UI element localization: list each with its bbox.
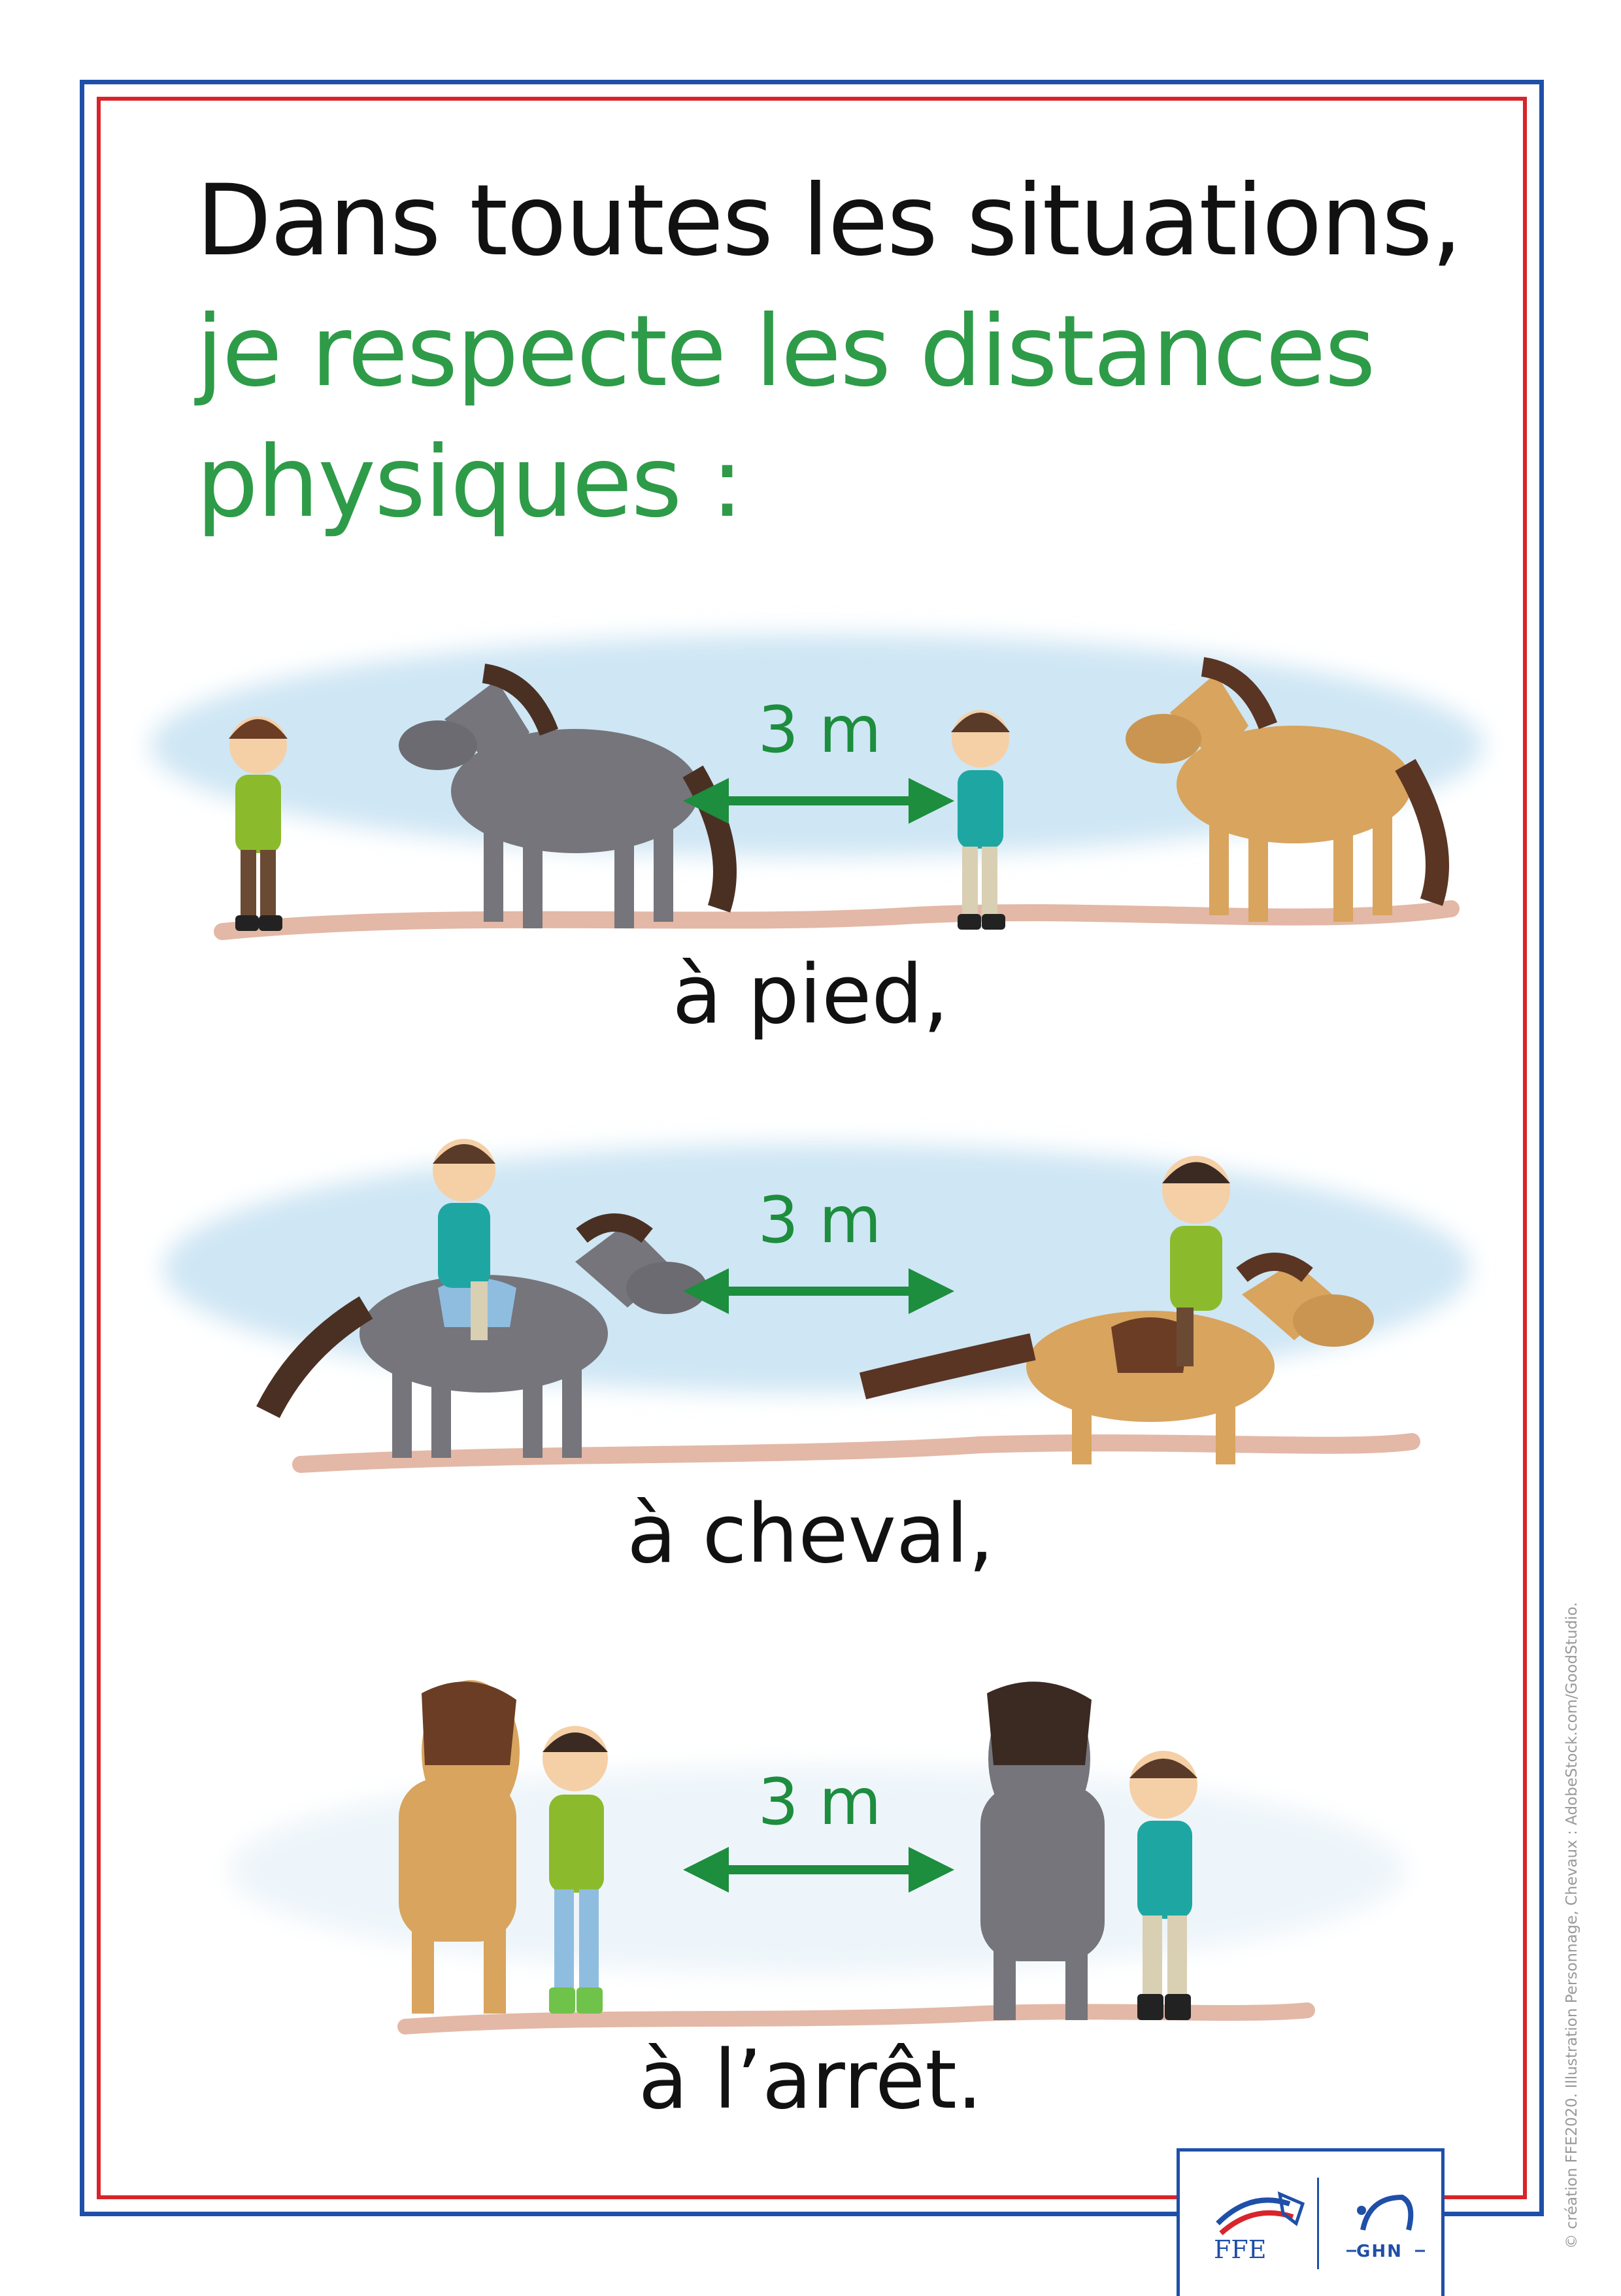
scene-on-horse [131,1072,1503,1491]
distance-label: 3 m [758,1765,882,1840]
scene-standing-still [131,1674,1503,2053]
copyright-credit: © création FFE2020. Illustration Personnage, Chevaux : AdobeStock.com/GoodStudio. [1563,1602,1580,2249]
caption-on-foot: à pied, [672,948,949,1042]
tan-horse-front-illustration [399,1680,520,2014]
caption-on-horse: à cheval, [627,1487,994,1581]
grey-horse-front-illustration [980,1681,1105,2020]
logo-separator [1317,2178,1319,2269]
logo-box [1177,2148,1445,2296]
headline-line-1: Dans toutes les situations, [196,164,1462,278]
ghn-logo-text: GHN [1356,2242,1403,2261]
child-girl-illustration [1129,1751,1197,2020]
headline-line-3: physiques : [196,426,743,539]
child-boy-illustration [229,717,288,931]
distance-label: 3 m [758,693,882,768]
distance-label: 3 m [758,1183,882,1258]
child-girl-illustration [951,710,1010,930]
scene-on-foot [131,601,1503,968]
ground-strip [301,1442,1412,1464]
child-boy-illustration [543,1726,608,2014]
headline [196,156,1471,548]
caption-standing-still: à l’arrêt. [638,2033,983,2127]
ffe-logo-text: FFE [1214,2235,1267,2264]
headline-line-2: je respecte les distances [196,295,1375,409]
